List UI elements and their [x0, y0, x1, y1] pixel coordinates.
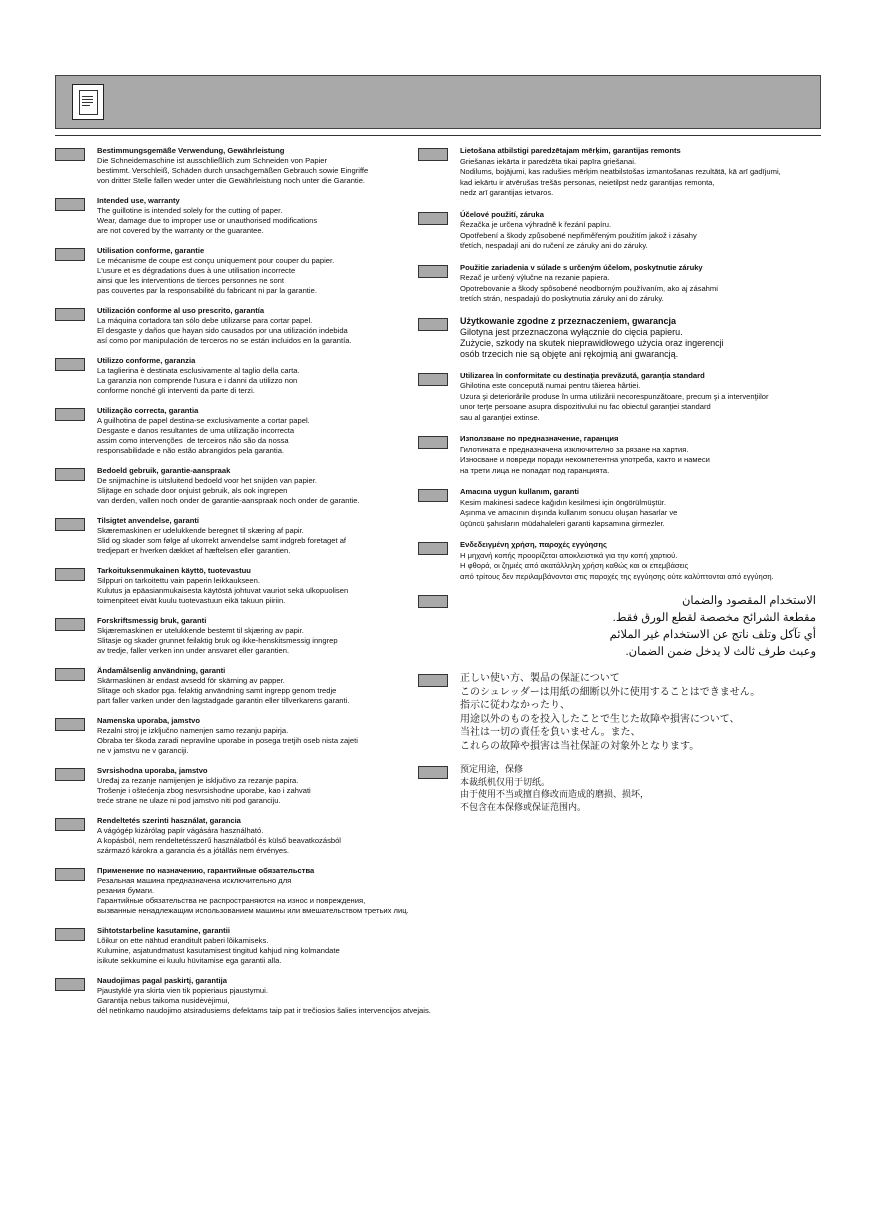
section-title: Bestimmungsgemäße Verwendung, Gewährleistung — [97, 146, 285, 155]
section-body-line: Rezalni stroj je izključno namenjen samo rezanju papirja. — [97, 726, 289, 735]
section-body-line: kad iekārtu ir atvērušas trešās personas, neietilpst nedz garantijas remonta, — [460, 177, 715, 187]
language-flag-box — [418, 373, 448, 386]
language-flag-box — [55, 308, 85, 321]
section-body-line: Garantija nebus taikoma nusidėvėjimui, — [97, 996, 230, 1005]
section-body-line: Pjaustyklė yra skirta vien tik popieriaus pjaustymui. — [97, 986, 268, 995]
language-flag-box — [55, 618, 85, 631]
section-body-line: dėl netinkamo naudojimo atsiradusiems defektams taip pat ir trečiosios šalies intervencijos atvejais. — [97, 1006, 431, 1015]
section-body-line: Износване и повреди поради некомпетентна употреба, както и намеси — [460, 455, 710, 464]
language-flag-box — [55, 768, 85, 781]
section-body-line: sau al garanţiei extinse. — [460, 412, 540, 422]
section-body-line: responsabilidade e não estão abrangidos pela garantia. — [97, 446, 285, 455]
language-flag-box — [418, 489, 448, 502]
section-title: Utilização correcta, garantia — [97, 406, 199, 415]
section-text — [97, 516, 455, 556]
section-body-line: třetích, nespadají ani do ručení ze záruky ani do záruky. — [460, 241, 648, 250]
section-text — [460, 672, 838, 753]
warranty-section-sk — [418, 263, 838, 305]
section-text — [460, 316, 838, 360]
section-body-line: toimenpiteet eivät kuulu tuotevastuun eikä takuun piiriin. — [97, 596, 286, 605]
warranty-section-bg — [418, 434, 838, 476]
document-icon — [72, 84, 104, 120]
section-body-line: Skæremaskinen er udelukkende beregnet til skæring af papir. — [97, 526, 304, 535]
language-flag-box — [55, 978, 85, 991]
section-title: Namenska uporaba, jamstvo — [97, 716, 200, 725]
section-text — [460, 487, 838, 529]
language-flag-box — [418, 318, 448, 331]
section-body-line: isikute sekkumine ei kuulu hüvitamise ega garantii alla. — [97, 956, 282, 965]
section-body-line: bestimmt. Verschleiß, Schäden durch unsachgemäßen Gebrauch sowie Eingriffe — [97, 166, 369, 175]
section-title: Użytkowanie zgodne z przeznaczeniem, gwarancja — [460, 315, 677, 326]
section-text — [460, 210, 838, 252]
section-text — [97, 306, 455, 346]
section-title: Bedoeld gebruik, garantie-aanspraak — [97, 466, 231, 475]
section-title: Rendeltetés szerinti használat, garancia — [97, 816, 241, 825]
section-body-line: Die Schneidemaschine ist ausschließlich zum Schneiden von Papier — [97, 156, 328, 165]
warranty-section-zh — [418, 764, 838, 814]
language-flag-box — [55, 408, 85, 421]
section-title: Utilisation conforme, garantie — [97, 246, 205, 255]
section-body-line: A kopásból, nem rendeltetésszerű használatból és külső beavatkozásból — [97, 836, 341, 845]
section-body-line: Slijtage en schade door onjuist gebruik, als ook ingrepen — [97, 486, 288, 495]
section-body-line: مقطعة الشرائح مخصصة لقطع الورق فقط. — [612, 612, 816, 624]
warranty-section-sl — [55, 716, 455, 756]
warranty-section-ro — [418, 371, 838, 424]
section-title: Utilización conforme al uso prescrito, garantía — [97, 306, 265, 315]
section-title: Sihtotstarbeline kasutamine, garantii — [97, 926, 230, 935]
section-body-line: tredjepart er hverken dækket af hæftelsen eller garantien. — [97, 546, 291, 555]
warranty-section-et — [55, 926, 455, 966]
section-body-line: вызванные ненадлежащим использованием машины или вмешательством третьих лиц. — [97, 906, 409, 915]
section-title: Utilizzo conforme, garanzia — [97, 356, 196, 365]
warranty-section-hr — [55, 766, 455, 806]
section-body-line: Řezačka je určena výhradně k řezání papíru. — [460, 220, 612, 229]
section-text — [460, 146, 838, 199]
language-flag-box — [418, 595, 448, 608]
section-body-line: pas couvertes par la responsabilité du fabricant ni par la garantie. — [97, 286, 317, 295]
section-text — [97, 246, 455, 296]
language-flag-box — [55, 248, 85, 261]
section-body-line: av tredje, faller verken inn under ansvaret eller garantien. — [97, 646, 290, 655]
section-body-line: L'usure et es dégradations dues à une utilisation incorrecte — [97, 266, 296, 275]
section-title: Naudojimas pagal paskirtį, garantija — [97, 976, 227, 985]
language-flag-box — [418, 436, 448, 449]
section-body-line: Η μηχανή κοπής προορίζεται αποκλειστικά για την κοπή χαρτιού. — [460, 550, 678, 560]
warranty-section-es — [55, 306, 455, 346]
section-text — [460, 593, 816, 661]
section-title: Utilizarea în conformitate cu destinaţia prevăzută, garanţia standard — [460, 370, 705, 380]
section-text — [460, 263, 838, 305]
section-text — [97, 926, 455, 966]
section-body-line: Rezač je určený výlučne na rezanie papiera. — [460, 273, 610, 282]
warranty-section-lt — [55, 976, 455, 1016]
section-body-line: nedz arī garantijas ietvaros. — [460, 188, 554, 197]
section-title: Použitie zariadenia v súlade s určeným účelom, poskytnutie záruky — [460, 262, 703, 272]
language-flag-box — [55, 148, 85, 161]
language-flag-box — [55, 468, 85, 481]
section-body-line: unor terţe persoane asupra dispozitivului nu fac obiectul garanţiei standard — [460, 402, 711, 411]
section-title: Применение по назначению, гарантийные обязательства — [97, 866, 315, 875]
language-flag-box — [55, 718, 85, 731]
warranty-section-da — [55, 516, 455, 556]
section-text — [97, 866, 455, 916]
warranty-section-ja — [418, 672, 838, 753]
section-title: Ενδεδειγμένη χρήση, παροχές εγγύησης — [460, 540, 607, 549]
language-flag-box — [55, 668, 85, 681]
section-body-line: Gilotyna jest przeznaczona wyłącznie do cięcia papieru. — [460, 326, 683, 337]
language-flag-box — [418, 265, 448, 278]
section-text — [460, 764, 838, 814]
language-flag-box — [418, 542, 448, 555]
warranty-section-fi — [55, 566, 455, 606]
section-text — [97, 666, 455, 706]
section-body-line: üçüncü şahısların müdahaleleri garanti kapsamına girmezler. — [460, 518, 665, 528]
section-body-line: 本裁纸机仅用于切纸。 — [460, 777, 551, 788]
section-body-line: Obraba ter škoda zaradi nepravilne uporabe in posega tretjih oseb nista zajeti — [97, 736, 358, 745]
section-title: 预定用途，保修 — [460, 765, 524, 775]
language-flag-box — [55, 818, 85, 831]
language-flag-box — [55, 358, 85, 371]
language-flag-box — [55, 518, 85, 531]
warranty-section-ar — [418, 593, 838, 661]
section-body-line: A guilhotina de papel destina-se exclusivamente a cortar papel. — [97, 416, 310, 425]
section-body-line: Zużycie, szkody na skutek nieprawidłowego użycia oraz ingerencji — [460, 337, 724, 348]
section-body-line: Desgaste e danos resultantes de uma utilização incorrecta — [97, 426, 295, 435]
warranty-section-lv — [418, 146, 838, 199]
section-text — [460, 540, 838, 582]
section-body-line: Griešanas iekārta ir paredzēta tikai papīra griešanai. — [460, 156, 637, 166]
section-text — [97, 566, 455, 606]
section-body-line: A vágógép kizárólag papír vágására használható. — [97, 826, 264, 835]
section-body-line: Kulumine, asjatundmatust kasutamisest tingitud kahjud ning kolmandate — [97, 946, 340, 955]
section-text — [97, 406, 455, 456]
section-body-line: Гарантийные обязательства не распространяются на износ и повреждения, — [97, 896, 366, 905]
warranty-section-el — [418, 540, 838, 582]
language-flag-box — [55, 928, 85, 941]
section-text — [97, 146, 455, 186]
section-body-line: von dritter Stelle fallen weder unter die Gewährleistung noch unter die Garantie. — [97, 176, 366, 185]
language-flag-box — [418, 148, 448, 161]
section-body-line: así como por manipulación de terceros no se están incluidos en la garantía. — [97, 336, 352, 345]
section-title: Forskriftsmessig bruk, garanti — [97, 616, 207, 625]
section-body-line: Skärmaskinen är endast avsedd för skärning av papper. — [97, 676, 285, 685]
section-text — [97, 616, 455, 656]
warranty-section-tr — [418, 487, 838, 529]
warranty-section-en — [55, 196, 455, 236]
section-body-line: származó károkra a garancia és a jótállás nem érvényes. — [97, 846, 290, 855]
section-body-line: 用途以外のものを投入したことで生じた故障や損害について、 — [460, 713, 740, 725]
language-flag-box — [55, 198, 85, 211]
section-text — [460, 434, 838, 476]
section-body-line: Η φθορά, οι ζημιές από ακατάλληλη χρήση καθώς και οι επεμβάσεις — [460, 561, 689, 570]
section-title: Lietošana atbilstigi paredzētajam mērķim, garantijas remonts — [460, 146, 681, 155]
warranty-section-pl — [418, 316, 838, 360]
section-title: الاستخدام المقصود والضمان — [681, 595, 816, 607]
section-body-line: وعبث طرف ثالث لا يدخل ضمن الضمان. — [625, 646, 816, 658]
section-body-line: La taglierina è destinata esclusivamente al taglio della carta. — [97, 366, 300, 375]
language-flag-box — [55, 568, 85, 581]
section-body-line: La garanzia non comprende l'usura e i danni da utilizzo non — [97, 376, 298, 385]
section-body-line: Wear, damage due to improper use or unauthorised modifications — [97, 216, 318, 225]
warranty-section-cs — [418, 210, 838, 252]
section-body-line: резания бумаги. — [97, 886, 155, 895]
section-text — [97, 766, 455, 806]
language-flag-box — [418, 674, 448, 687]
section-body-line: 不包含在本保修或保证范围内。 — [460, 802, 587, 813]
section-title: Svrsishodna uporaba, jamstvo — [97, 766, 208, 775]
section-body-line: La máquina cortadora tan sólo debe utilizarse para cortar papel. — [97, 316, 313, 325]
section-title: Intended use, warranty — [97, 196, 180, 205]
section-body-line: El desgaste y daños que hayan sido causados por una utilización indebida — [97, 326, 348, 335]
section-body-line: treće strane ne ulaze ni pod jamstvo niti pod garanciju. — [97, 796, 281, 805]
section-body-line: tretích strán, nespadajú do poskytnutia záruky ani do záruky. — [460, 294, 664, 303]
section-body-line: Opotrebovanie a škody spôsobené neodborným používaním, ako aj zásahmi — [460, 283, 718, 293]
section-body-line: are not covered by the warranty or the guarantee. — [97, 226, 264, 235]
section-text — [97, 466, 455, 506]
section-text — [460, 371, 838, 424]
warranty-section-no — [55, 616, 455, 656]
section-body-line: Skjæremaskinen er utelukkende bestemt til skjæring av papir. — [97, 626, 304, 635]
section-body-line: ainsi que les interventions de tierces personnes ne sont — [97, 276, 285, 285]
section-body-line: van derden, vallen noch onder de garantie-aanspraak noch onder de garantie. — [97, 496, 360, 505]
section-body-line: Гилотината е предназначена изключително за рязане на хартия. — [460, 444, 689, 454]
section-body-line: Trošenje i oštećenja zbog nesvrsishodne uporabe, kao i zahvati — [97, 786, 311, 795]
section-body-line: De snijmachine is uitsluitend bedoeld voor het snijden van papier. — [97, 476, 317, 485]
section-body-line: Lõikur on ette nähtud eranditult paberi lõikamiseks. — [97, 936, 269, 945]
section-title: 正しい使い方、製品の保証について — [460, 673, 620, 684]
header-bar — [55, 75, 821, 129]
section-title: Tarkoituksenmukainen käyttö, tuotevastuu — [97, 566, 251, 575]
section-body-line: part faller varken under den lagstadgade garantin eller tillverkarens garanti. — [97, 696, 350, 705]
warranty-section-de — [55, 146, 455, 186]
section-body-line: assim como intervenções de terceiros não são da nossa — [97, 436, 289, 445]
section-title: Tilsigtet anvendelse, garanti — [97, 516, 199, 525]
section-text — [97, 716, 455, 756]
section-body-line: osób trzecich nie są objęte ani rękojmią ani gwarancją. — [460, 348, 679, 359]
language-flag-box — [418, 766, 448, 779]
section-title: Ändamålsenlig användning, garanti — [97, 666, 226, 675]
section-body-line: Opotřebení a škody způsobené nepřiměřeným použitím jakož i zásahy — [460, 230, 697, 240]
section-body-line: 当社は一切の責任を負いません。また、 — [460, 727, 641, 738]
section-text — [97, 976, 455, 1016]
section-body-line: The guillotine is intended solely for the cutting of paper. — [97, 206, 283, 215]
section-body-line: Aşınma ve amacının dışında kullanım sonucu oluşan hasarlar ve — [460, 508, 678, 517]
section-body-line: Nodilums, bojājumi, kas radušies mērķim neatbilstošas izmantošanas rezultātā, kā arī gadījumi, — [460, 167, 781, 176]
section-text — [97, 816, 455, 856]
section-body-line: Slitasje og skader grunnet feilaktig bruk og ikke-henskitsmessig inngrep — [97, 636, 338, 645]
section-body-line: Kulutus ja epäasianmukaisesta käytöstä johtuvat vauriot sekä ulkopuolisen — [97, 586, 349, 595]
section-body-line: これらの故障や損害は当社保証の対象外となります。 — [460, 740, 700, 752]
section-body-line: أي تآكل وتلف ناتج عن الاستخدام غير الملائم — [609, 629, 816, 641]
language-flag-box — [55, 868, 85, 881]
warranty-section-fr — [55, 246, 455, 296]
section-body-line: Uređaj za rezanje namijenjen je isključivo za rezanje papira. — [97, 776, 299, 785]
section-body-line: на трети лица не попадат под гаранцията. — [460, 465, 610, 475]
section-body-line: Uzura şi deteriorările produse în urma utilizării necorespunzătoare, precum şi a intervenţiilor — [460, 391, 769, 401]
section-body-line: Slid og skader som følge af ukorrekt anvendelse samt indgreb foretaget af — [97, 536, 347, 545]
section-body-line: Ghilotina este concepută numai pentru tăierea hârtiei. — [460, 381, 641, 390]
section-body-line: Slitage och skador pga. felaktig användning samt ingrepp genom tredje — [97, 686, 337, 695]
section-body-line: 指示に従わなかったり、 — [460, 700, 570, 711]
right-column — [418, 146, 838, 825]
section-title: Účelové použití, záruka — [460, 209, 544, 219]
warranty-section-hu — [55, 816, 455, 856]
warranty-section-pt — [55, 406, 455, 456]
section-body-line: このシュレッダーは用紙の細断以外に使用することはできません。 — [460, 686, 761, 698]
warranty-section-sv — [55, 666, 455, 706]
section-body-line: από τρίτους δεν περιλαμβάνονται στις παροχές της εγγύησης ούτε καλύπτονται από εγγύηση. — [460, 571, 774, 581]
section-body-line: conforme nonché gli interventi da parte di terzi. — [97, 386, 255, 395]
language-flag-box — [418, 212, 448, 225]
left-column — [55, 146, 455, 1026]
section-body-line: ne v jamstvu ne v garanciji. — [97, 746, 189, 755]
section-text — [97, 356, 455, 396]
section-body-line: Le mécanisme de coupe est conçu uniquement pour couper du papier. — [97, 256, 335, 265]
warranty-section-it — [55, 356, 455, 396]
warranty-section-ru — [55, 866, 455, 916]
section-body-line: Резальная машина предназначена исключительно для — [97, 876, 292, 885]
section-body-line: 由于使用不当或擅自修改而造成的磨损、损坏， — [460, 790, 650, 800]
section-text — [97, 196, 455, 236]
header-divider — [55, 135, 821, 136]
section-body-line: Kesim makinesi sadece kağıdın kesilmesi için öngörülmüştür. — [460, 497, 666, 507]
warranty-section-nl — [55, 466, 455, 506]
section-title: Използване по предназначение, гаранция — [460, 434, 619, 443]
section-title: Amacına uygun kullanım, garanti — [460, 487, 579, 496]
section-body-line: Silppuri on tarkoitettu vain paperin leikkaukseen. — [97, 576, 260, 585]
